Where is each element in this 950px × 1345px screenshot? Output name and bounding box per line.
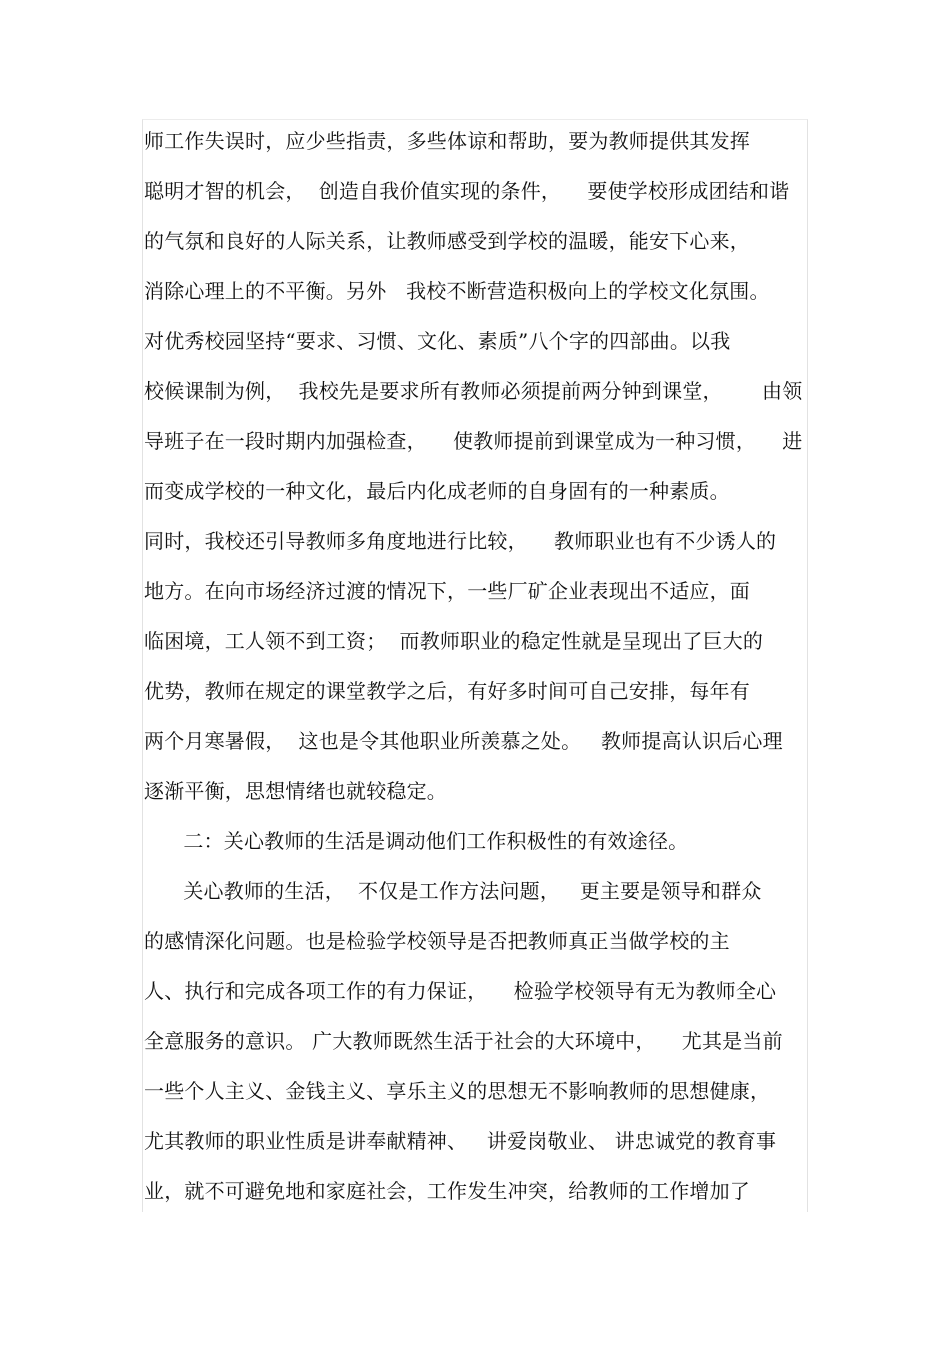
text-line: 对优秀校园坚持“要求、习惯、文化、素质”八个字的四部曲。以我 <box>144 329 731 353</box>
text-line: 尤其教师的职业性质是讲奉献精神、 讲爱岗敬业、 讲忠诚党的教育事 <box>144 1129 777 1153</box>
text-line: 聪明才智的机会， 创造自我价值实现的条件， 要使学校形成团结和谐 <box>144 179 790 203</box>
text-line: 两个月寒暑假， 这也是令其他职业所羡慕之处。 教师提高认识后心理 <box>144 729 783 753</box>
text-line: 的气氛和良好的人际关系，让教师感受到学校的温暖，能安下心来， <box>144 229 750 253</box>
document-body <box>144 116 808 1216</box>
section-heading: 二：关心教师的生活是调动他们工作积极性的有效途径。 <box>144 829 689 853</box>
text-line: 地方。在向市场经济过渡的情况下，一些厂矿企业表现出不适应，面 <box>144 579 750 603</box>
text-line: 逐渐平衡，思想情绪也就较稳定。 <box>144 779 447 803</box>
text-line: 临困境，工人领不到工资； 而教师职业的稳定性就是呈现出了巨大的 <box>144 629 764 653</box>
text-line: 优势，教师在规定的课堂教学之后，有好多时间可自己安排，每年有 <box>144 679 750 703</box>
text-line: 消除心理上的不平衡。另外 我校不断营造积极向上的学校文化氛围。 <box>144 279 770 303</box>
text-line: 人、执行和完成各项工作的有力保证， 检验学校领导有无为教师全心 <box>144 979 777 1003</box>
text-line: 关心教师的生活， 不仅是工作方法问题， 更主要是领导和群众 <box>144 879 762 903</box>
text-line: 导班子在一段时期内加强检查， 使教师提前到课堂成为一种习惯， 进 <box>144 429 803 453</box>
text-line: 的感情深化问题。也是检验学校领导是否把教师真正当做学校的主 <box>144 929 730 953</box>
text-line: 一些个人主义、金钱主义、享乐主义的思想无不影响教师的思想健康， <box>144 1079 771 1103</box>
text-line: 同时，我校还引导教师多角度地进行比较， 教师职业也有不少诱人的 <box>144 529 777 553</box>
text-line: 而变成学校的一种文化，最后内化成老师的自身固有的一种素质。 <box>144 479 730 503</box>
text-line: 校候课制为例， 我校先是要求所有教师必须提前两分钟到课堂， 由领 <box>144 379 803 403</box>
text-line: 全意服务的意识。 广大教师既然生活于社会的大环境中， 尤其是当前 <box>144 1029 783 1053</box>
text-line: 业，就不可避免地和家庭社会，工作发生冲突，给教师的工作增加了 <box>144 1179 750 1203</box>
text-line: 师工作失误时，应少些指责，多些体谅和帮助，要为教师提供其发挥 <box>144 129 750 153</box>
